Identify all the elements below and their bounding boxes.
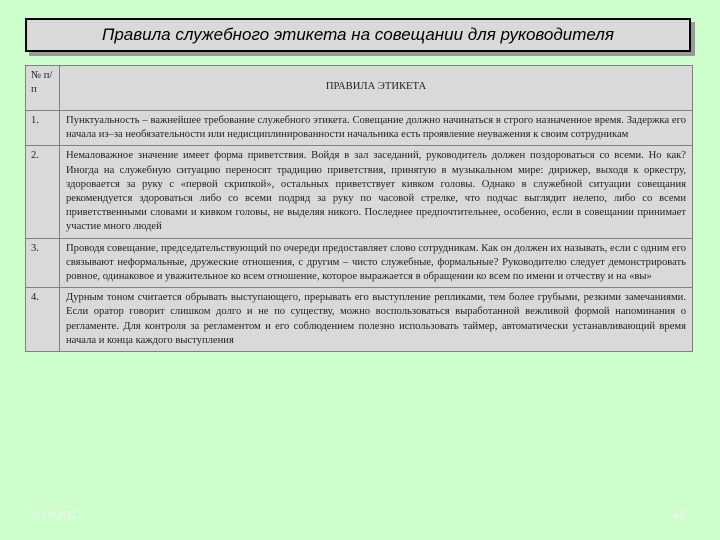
page-number: 46 [672, 508, 686, 522]
row-text: Пунктуальность – важнейшее требование служебного этикета. Совещание должно начинаться в строго назначенное время. Задержка его начала из–за необязательности или недисциплинированности начальника есть проявление неуважения к своим сотрудникам [60, 111, 693, 146]
table-row [26, 238, 693, 288]
row-text: Немаловажное значение имеет форма приветствия. Войдя в зал заседаний, руководитель должен поздороваться со всеми. Но как? Иногда на служебную ситуацию переносят традицию приветствия, принятую в музыкальном мире: дирижер, выходя к оркестру, здоровается за руку с «первой скрипкой», остальных приветствует кивком головы. Однако в служебной ситуации совещания рекомендуется здороваться либо со всеми подряд за руку по часовой стрелке, что подчас выглядит нелепо, либо со всеми приветственными словами и кивком головы, не выделяя никого. Последнее предпочтительнее, особенно, если в совещании принимает участие много людей [60, 146, 693, 238]
table-header-row [26, 66, 693, 111]
slide-title-box [25, 18, 691, 52]
row-number: 3. [26, 238, 60, 288]
table-row [26, 146, 693, 238]
header-title-cell: ПРАВИЛА ЭТИКЕТА [60, 66, 693, 111]
table-row [26, 288, 693, 352]
footer-date: 2/17/2012 [30, 508, 84, 522]
etiquette-table [25, 65, 693, 352]
row-text: Проводя совещание, председательствующий по очереди предоставляет слово сотрудникам. Как он должен их называть, если с одним его связывают неформальные, дружеские отношения, с другим – чисто служебные, формальные? Руководителю следует демонстрировать ровное, одинаковое и уважительное ко всем отношение, которое выражается в обращении ко всем по имени и отчеству и на «вы» [60, 238, 693, 288]
table-row [26, 111, 693, 146]
slide-title: Правила служебного этикета на совещании для руководителя [102, 25, 614, 44]
row-number: 4. [26, 288, 60, 352]
row-text: Дурным тоном считается обрывать выступающего, прерывать его выступление репликами, тем более грубыми, резкими замечаниями. Если оратор говорит слишком долго и не по существу, можно воспользоваться выработанной вежливой формой напоминания о регламенте. Для контроля за регламентом и его соблюдением полезно использовать таймер, автоматически устанавливающий время начала и конца каждого выступления [60, 288, 693, 352]
row-number: 1. [26, 111, 60, 146]
row-number: 2. [26, 146, 60, 238]
header-num-cell: № п/п [26, 66, 60, 111]
